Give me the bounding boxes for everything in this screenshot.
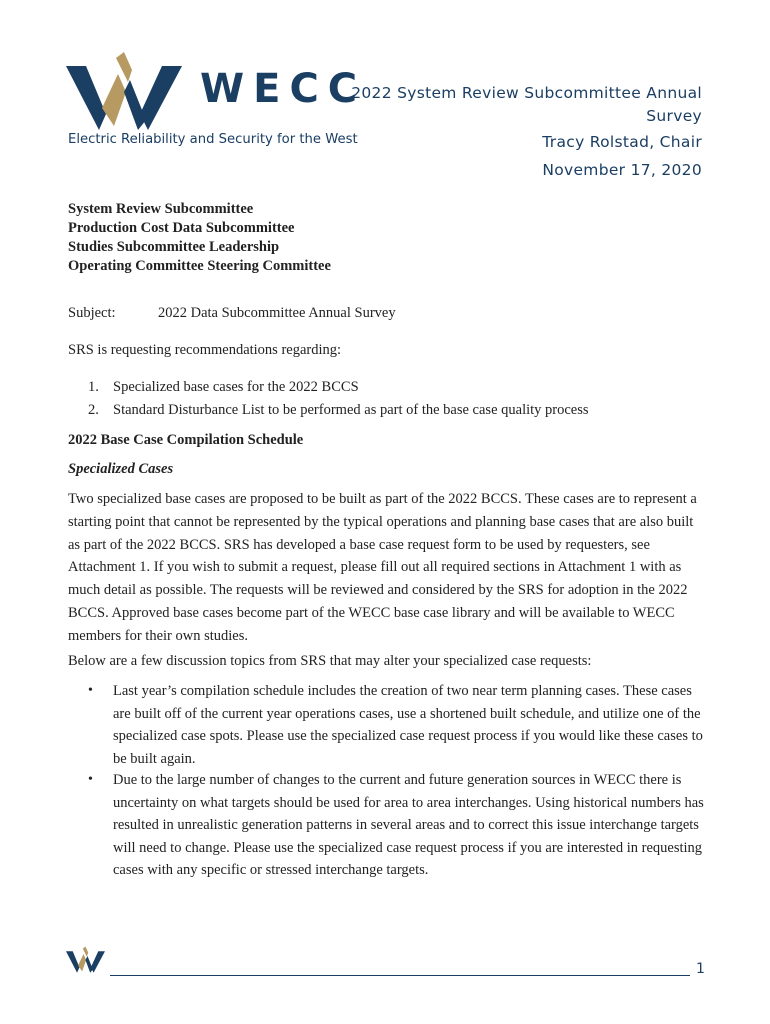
list-number: 2.: [88, 402, 99, 418]
footer-rule: [110, 975, 690, 976]
document-date: November 17, 2020: [542, 161, 702, 179]
recipient-line: Operating Committee Steering Committee: [68, 258, 331, 274]
logo-wordmark: WECC: [200, 66, 367, 112]
subsection-heading: Specialized Cases: [68, 461, 174, 477]
bullet-item: Due to the large number of changes to the current and future generation sources in WECC there is uncertainty on what targets should be used for area to area interchanges. Using historical numbers has resulted in unrealistic generation patterns in several areas and to correct this issue interchange targets will need to change. Please use the specialized case request process if you are interested in requesting cases with any specific or stressed interchange targets.: [113, 772, 704, 879]
chair-name: Tracy Rolstad, Chair: [542, 133, 702, 151]
document-title: 2022 System Review Subcommittee Annual Survey: [351, 84, 702, 125]
recipient-line: Production Cost Data Subcommittee: [68, 220, 295, 236]
subject-label: Subject:: [68, 305, 116, 321]
intro-text: SRS is requesting recommendations regarding:: [68, 342, 342, 358]
subject-value: 2022 Data Subcommittee Annual Survey: [158, 305, 396, 321]
wecc-logo: [66, 52, 366, 152]
bullet-item: Last year’s compilation schedule includes the creation of two near term planning cases. These cases are built off of the current year operations cases, use a shortened built schedule, and utilize one of the specialized case spots. Please use the specialized case request process if you would like these cases to be built again.: [113, 683, 703, 767]
list-item: Standard Disturbance List to be performed as part of the base case quality process: [113, 402, 589, 418]
bullet-icon: •: [88, 772, 93, 787]
body-paragraph: Below are a few discussion topics from SRS that may alter your specialized case requests:: [68, 653, 592, 669]
section-heading: 2022 Base Case Compilation Schedule: [68, 432, 304, 448]
bullet-icon: •: [88, 683, 93, 698]
list-item: Specialized base cases for the 2022 BCCS: [113, 379, 359, 395]
recipient-line: Studies Subcommittee Leadership: [68, 239, 280, 255]
body-paragraph: Two specialized base cases are proposed to be built as part of the 2022 BCCS. These cases are to represent a starting point that cannot be represented by the typical operations and planning base cases that are also built as part of the 2022 BCCS. SRS has developed a base case request form to be used by requesters, see Attachment 1. If you wish to submit a request, please fill out all required sections in Attachment 1 with as much detail as possible. The requests will be reviewed and considered by the SRS for adoption in the 2022 BCCS. Approved base cases become part of the WECC base case library and will be available to WECC members for their own studies.: [68, 491, 697, 644]
wecc-w-mark-icon: [66, 52, 191, 132]
recipient-line: System Review Subcommittee: [68, 201, 254, 217]
logo-tagline: Electric Reliability and Security for the West: [68, 132, 358, 147]
list-number: 1.: [88, 379, 99, 395]
page-number: 1: [696, 961, 705, 977]
footer-logo-icon: [66, 945, 108, 975]
